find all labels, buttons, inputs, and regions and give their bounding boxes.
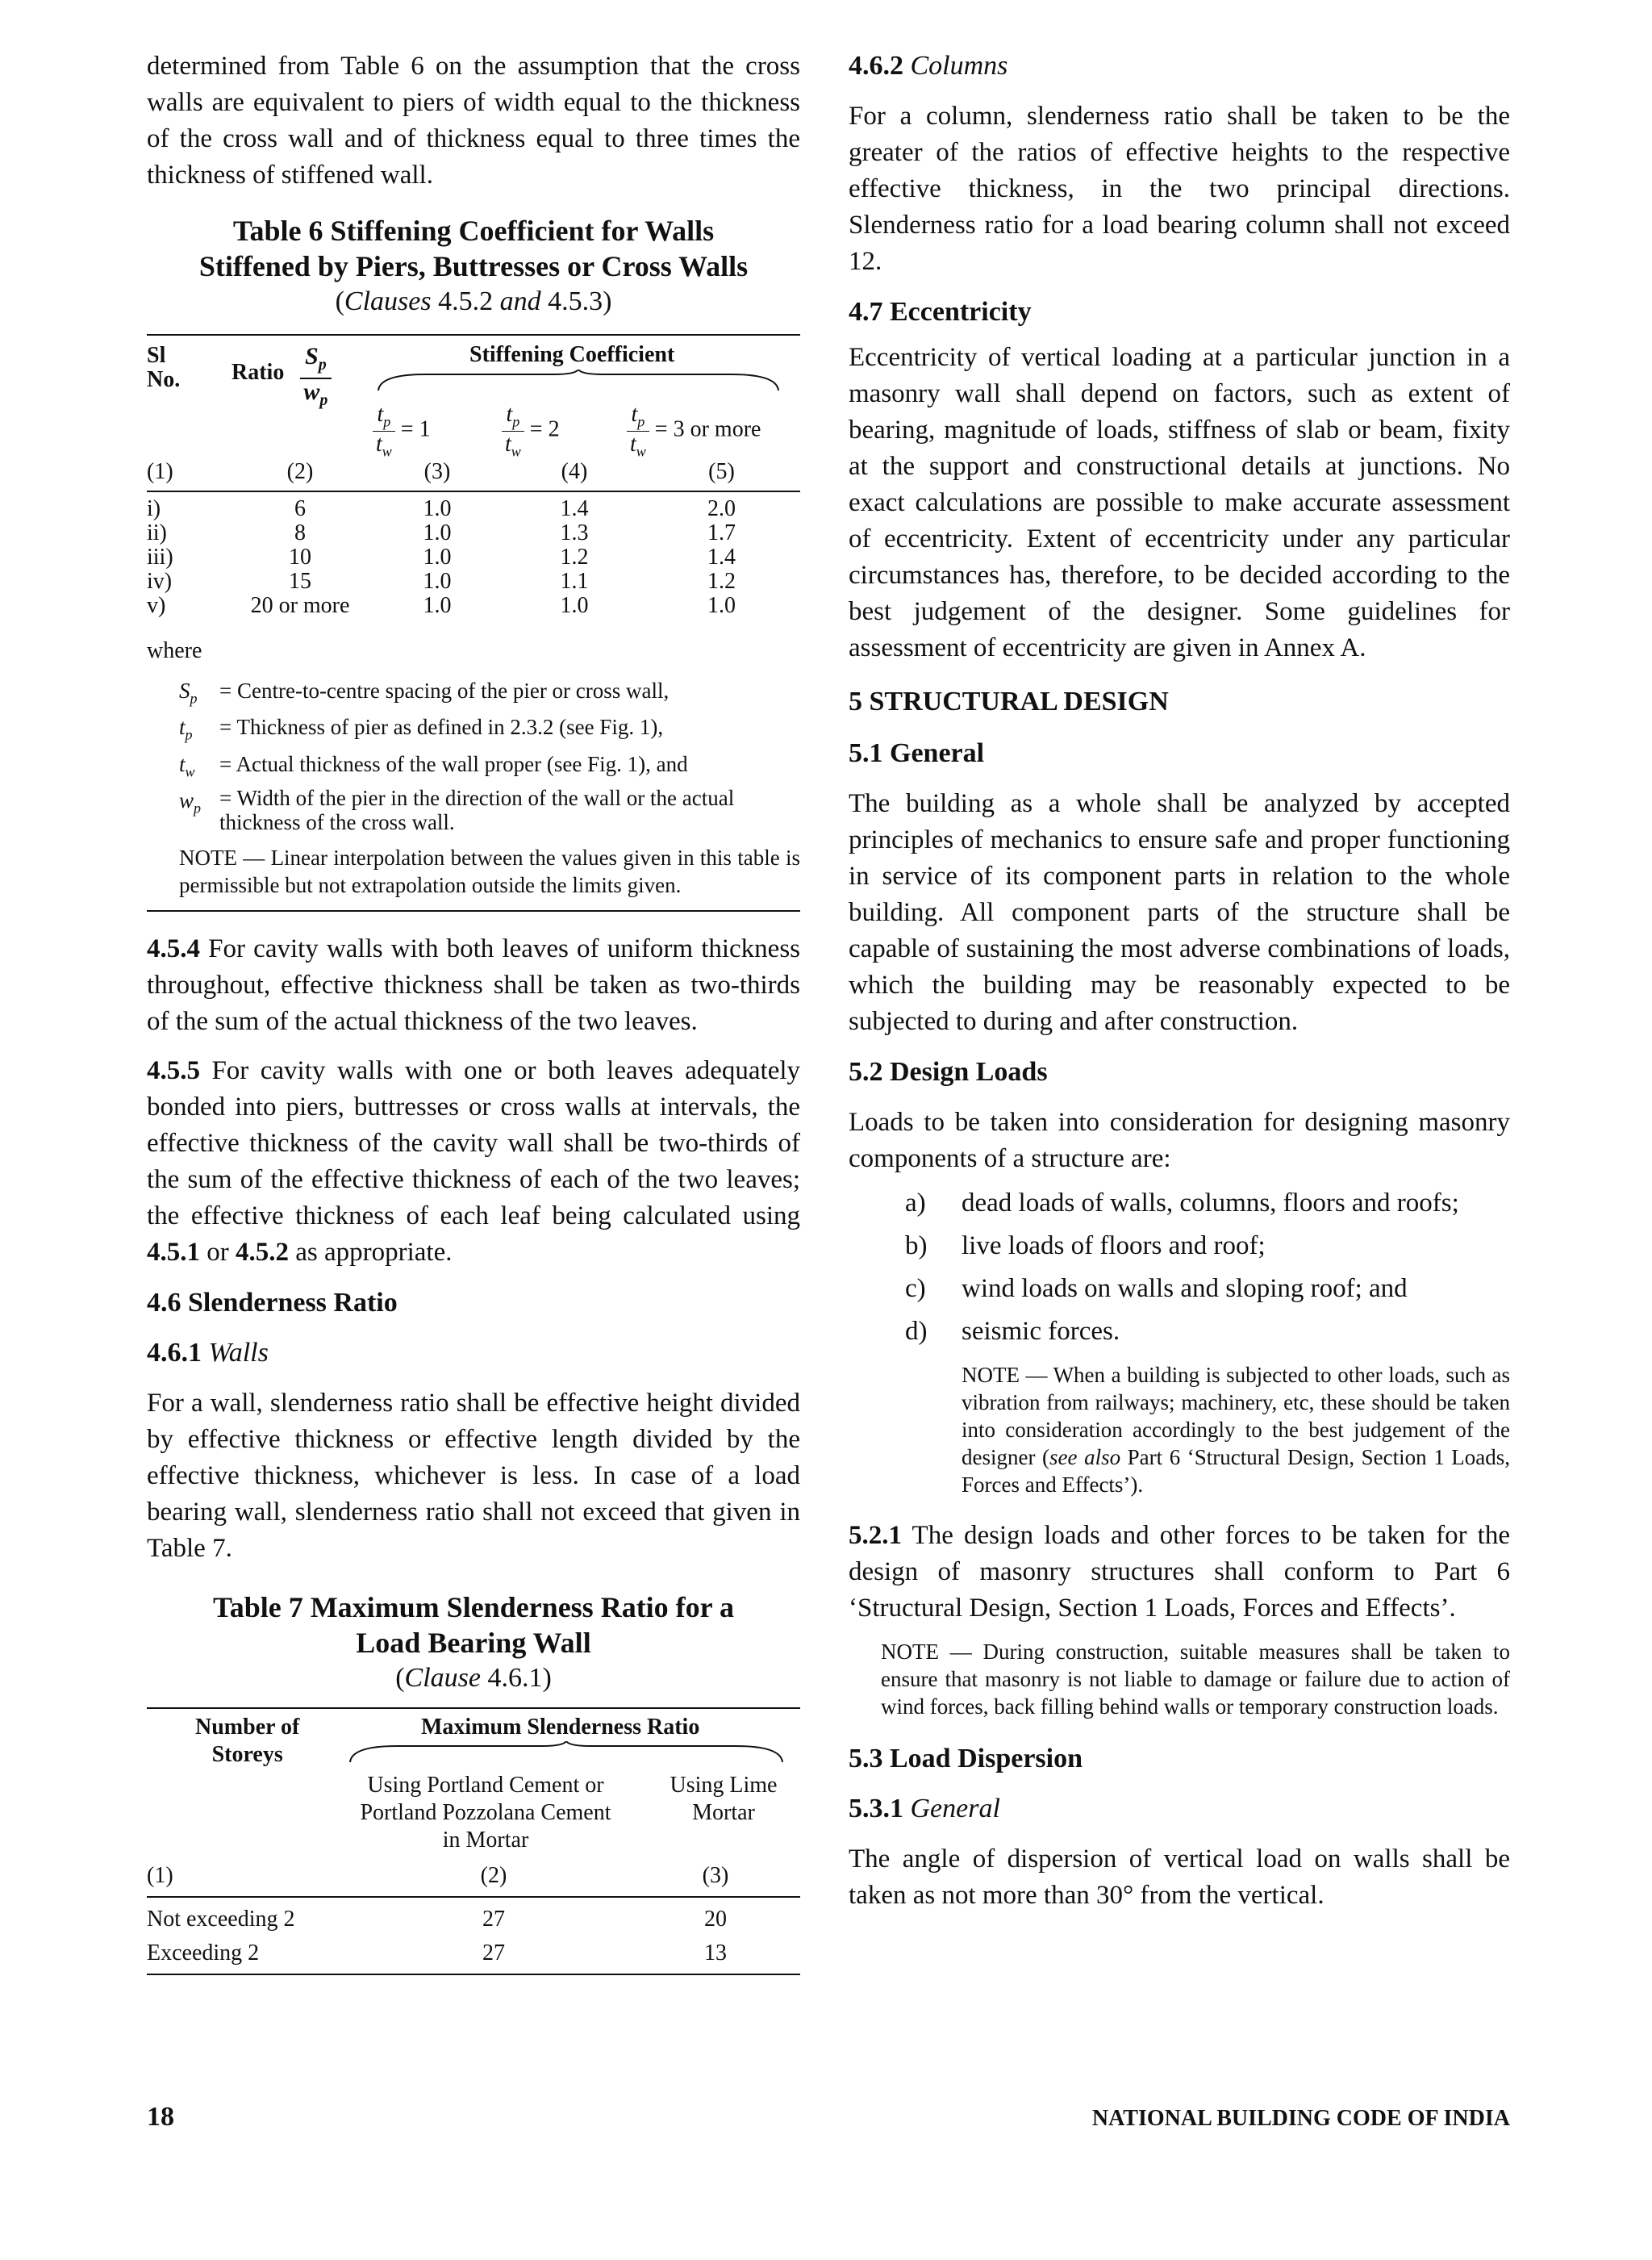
- section-5-3-1-text: The angle of dispersion of vertical load on walls shall be taken as not more than 30° from the vertical.: [849, 1844, 1510, 1910]
- table-row: iii) 10 1.0 1.2 1.4: [147, 545, 736, 570]
- table7-brace: [348, 1741, 784, 1765]
- section-4-6-1-heading: 4.6.1 Walls: [147, 1338, 269, 1368]
- list-item: b) live loads of floors and roof;: [905, 1231, 1266, 1260]
- section-4-6-1-text: For a wall, slenderness ratio shall be effective height divided by effective thickness or effective length divided by the effective thickness, whichever is less. In case of a load bearing wall, slenderness ratio shall not exceed that given in Table 7.: [147, 1389, 800, 1564]
- list-item: d) seismic forces.: [905, 1317, 1120, 1346]
- section-5-2-heading: 5.2 Design Loads: [849, 1057, 1048, 1087]
- section-4-5-4: 4.5.4 For cavity walls with both leaves of uniform thickness throughout, effective thickness shall be taken as two-thirds of the sum of the actual thickness of the two leaves.: [147, 934, 801, 1037]
- ratio-fraction: $S_p$ $w_p$: [300, 344, 332, 413]
- intro-paragraph: determined from Table 6 on the assumption that the cross walls are equivalent to piers of width equal to the thickness of the cross wall and of thickness equal to three times the thickness of stiffened wall.: [147, 52, 800, 190]
- construction-note: NOTE — During construction, suitable measures shall be taken to ensure that masonry is not liable to damage or failure due to action of wind forces, back filling behind walls or temporary construction loads.: [881, 1640, 1510, 1719]
- table6-note: NOTE — Linear interpolation between the values given in this table is permissible but not extrapolation outside the limits given.: [179, 846, 800, 898]
- table6: [147, 460, 800, 618]
- section-4-5-5: 4.5.5 For cavity walls with one or both leaves adequately bonded into piers, buttresses or cross walls at intervals, the effective thickness of the cavity wall shall be two-thirds of the sum of the effective thickness of each of the two leaves; the effective thickness of each leaf being calculated using 4.5.1 or 4.5.2 as appropriate.: [147, 1056, 801, 1268]
- definition-item: $S_p$ = Centre-to-centre spacing of the pier or cross wall,: [179, 679, 670, 707]
- section-5-1-heading: 5.1 General: [849, 738, 985, 768]
- fraction-eq1: $\frac{t_p}{t_w}$ = 1: [373, 402, 431, 460]
- fraction-eq2: $\frac{t_p}{t_w}$ = 2: [502, 402, 560, 460]
- fraction-eq3: $\frac{t_p}{t_w}$ = 3 or more: [627, 402, 761, 460]
- table-row: ii) 8 1.0 1.3 1.7: [147, 520, 736, 545]
- section-5-2-1-text: 5.2.1 The design loads and other forces to be taken for the design of masonry structures shall conform to Part 6 ‘Structural Design, Section 1 Loads, Forces and Effects’.: [849, 1521, 1510, 1623]
- section-5-3-1-heading: 5.3.1 General: [849, 1794, 1000, 1823]
- section-4-7-text: Eccentricity of vertical loading at a particular junction in a masonry wall shall depend on factors, such as extent of bearing, magnitude of loads, stiffness of slab or beam, fixity at the support and constructional details at junctions. No exact calculations are possible to make accurate assessment of eccentricity. Extent of eccentricity under any particular circumstances has, therefore, to be decided according to the best judgement of the designer. Some guidelines for assessment of eccentricity are given in Annex A.: [849, 343, 1510, 662]
- definition-item: $t_w$ = Actual thickness of the wall proper (see Fig. 1), and: [179, 751, 688, 780]
- table7: [147, 1862, 800, 1975]
- table-row: i) 6 1.0 1.4 2.0: [147, 496, 736, 521]
- table6-group-header: Stiffening Coefficient: [469, 342, 675, 367]
- table7-clause: (Clause 4.6.1): [395, 1663, 552, 1694]
- table6-col-ratio: Ratio: [232, 360, 285, 385]
- table6-header: [147, 336, 800, 473]
- table-row: Exceeding 2 27 13: [147, 1940, 727, 1966]
- table-row: Not exceeding 2 27 20: [147, 1907, 727, 1932]
- table-row: v) 20 or more 1.0 1.0 1.0: [147, 593, 736, 618]
- section-5-1-text: The building as a whole shall be analyzed by accepted principles of mechanics to ensure safe and proper functioning in service of its component parts in relation to the whole building. All component parts of the structure shall be capable of sustaining the most adverse combinations of loads, which the building may be reasonably expected to be subjected to during and after construction.: [849, 789, 1510, 1036]
- table6-clause: (Clauses 4.5.2 and 4.5.3): [335, 286, 612, 316]
- page-number: 18: [147, 2102, 174, 2132]
- right-column: [849, 48, 1510, 1914]
- table6-title: Table 6 Stiffening Coefficient for Walls Stiffened by Piers, Buttresses or Cross Walls: [198, 215, 749, 282]
- table6-brace: [377, 370, 780, 394]
- section-5-2-text: Loads to be taken into consideration for designing masonry components of a structure are:: [849, 1108, 1510, 1173]
- table6-col-no: No.: [147, 367, 181, 392]
- loads-note: NOTE — When a building is subjected to other loads, such as vibration from railways; machinery, etc, these should be taken into consideration accordingly to the best judgement of the designer (see also Part 6 ‘Structural Design, Section 1 Loads, Forces and Effects’).: [962, 1363, 1510, 1497]
- table6-colnum-row: (1) (2) (3) (4) (5): [147, 459, 735, 484]
- table7-title: Table 7 Maximum Slenderness Ratio for a Load Bearing Wall: [212, 1591, 734, 1660]
- section-5-3-heading: 5.3 Load Dispersion: [849, 1744, 1083, 1773]
- section-4-6-heading: 4.6 Slenderness Ratio: [147, 1288, 398, 1318]
- table6-col-sl: Sl: [147, 343, 166, 368]
- section-5-heading: 5 STRUCTURAL DESIGN: [849, 687, 1169, 716]
- left-column: [147, 48, 800, 1975]
- table7-colnum-row: (1) (2) (3): [147, 1863, 729, 1889]
- publication-title: NATIONAL BUILDING CODE OF INDIA: [1091, 2106, 1510, 2131]
- section-4-6-2-heading: 4.6.2 Columns: [849, 51, 1008, 81]
- list-item: c) wind loads on walls and sloping roof; and: [905, 1274, 1408, 1303]
- definition-item: $t_p$ = Thickness of pier as defined in 2.3.2 (see Fig. 1),: [179, 715, 664, 743]
- list-item: a) dead loads of walls, columns, floors and roofs;: [905, 1188, 1459, 1218]
- section-4-6-2-text: For a column, slenderness ratio shall be taken to be the greater of the ratios of effective heights to the respective effective thickness, in the two principal directions. Slenderness ratio for a load bearing column shall not exceed 12.: [849, 102, 1510, 276]
- table7-header: Number of Storeys Maximum Slenderness Ratio Using Portland Cement or Portland Pozzolana Cement in Mortar Using Lime Mortar: [147, 1709, 800, 1878]
- table7-group-header: Maximum Slenderness Ratio: [421, 1715, 700, 1740]
- table-row: iv) 15 1.0 1.1 1.2: [147, 569, 736, 594]
- design-loads-list: [849, 1185, 1510, 1350]
- table6-where: where: [147, 638, 202, 663]
- table6-definitions: [179, 676, 800, 834]
- definition-item: $w_p$ = Width of the pier in the direction of the wall or the actual thickness of the cross wall.: [179, 786, 735, 835]
- section-4-7-heading: 4.7 Eccentricity: [849, 297, 1032, 327]
